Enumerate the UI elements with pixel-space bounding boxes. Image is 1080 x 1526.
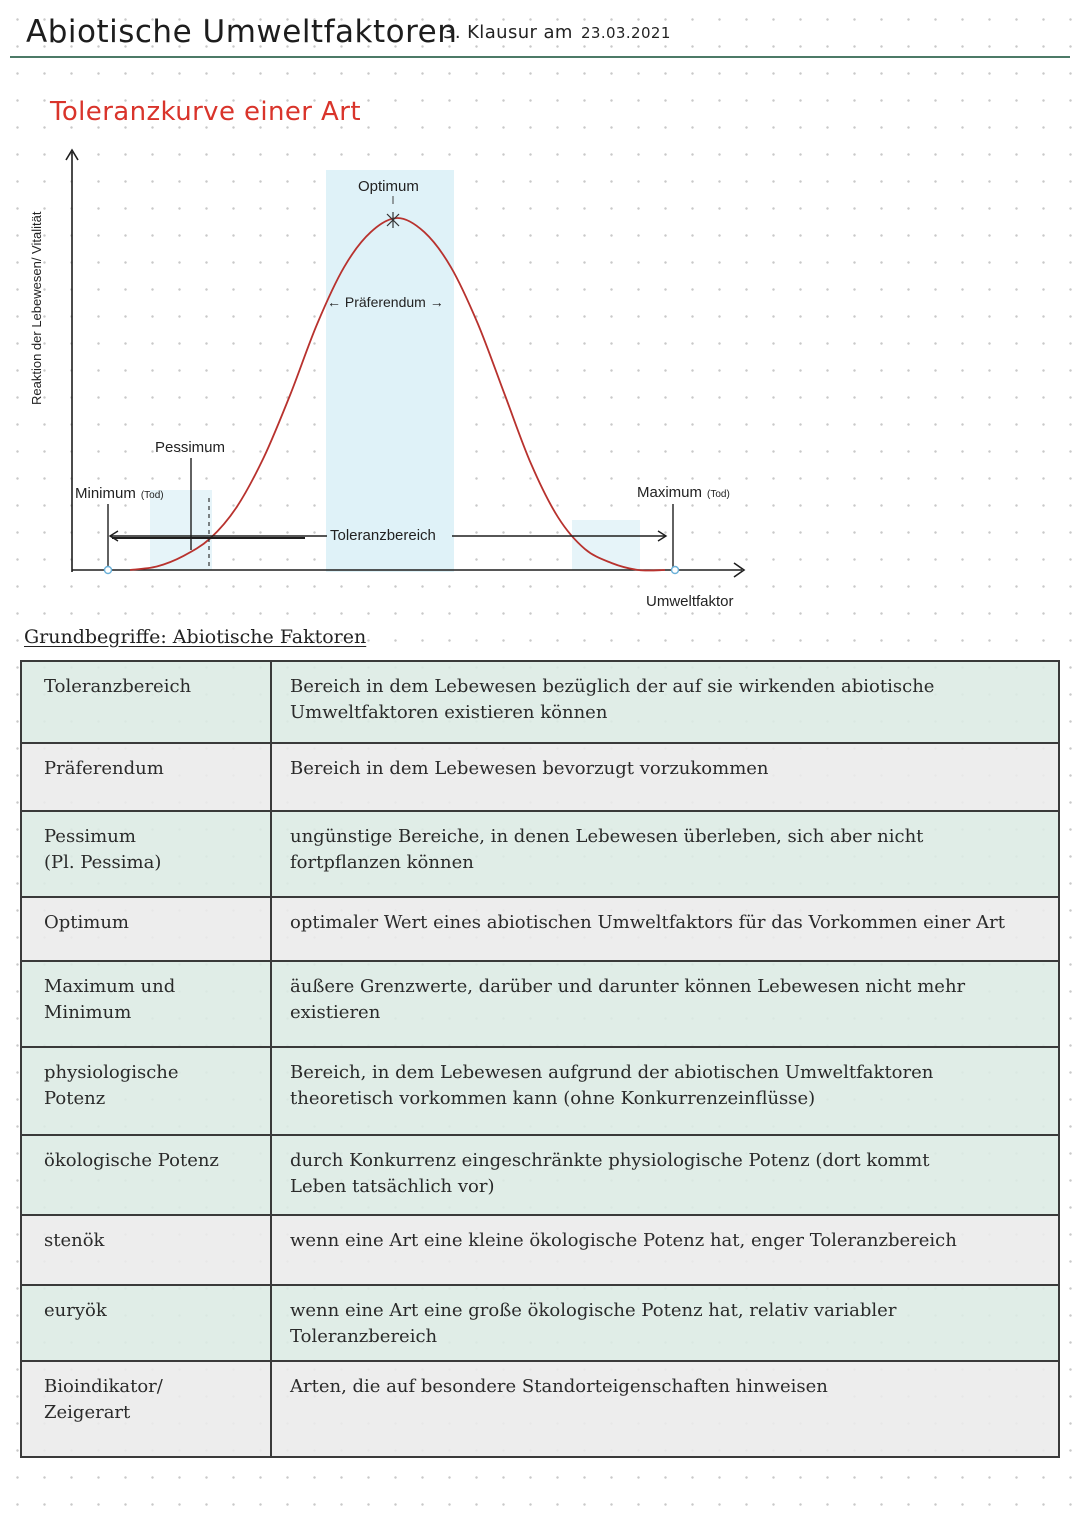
term-definition (271, 1285, 1059, 1361)
header-rule (10, 56, 1070, 58)
term-name (21, 661, 271, 743)
term-definition-line: wenn eine Art eine kleine ökologische Potenz hat, enger Toleranzbereich (290, 1230, 957, 1251)
term-row (21, 961, 1059, 1047)
exam-info (443, 22, 671, 43)
terms-table (20, 660, 1060, 1458)
term-name (21, 897, 271, 961)
praeferendum-label: ← Präferendum → (327, 294, 444, 310)
toleranzbereich-label: Toleranzbereich (330, 527, 436, 544)
term-definition-line: Bereich, in dem Lebewesen aufgrund der abiotischen Umweltfaktoren (290, 1062, 934, 1083)
term-definition-line: theoretisch vorkommen kann (ohne Konkurrenzeinflüsse) (290, 1088, 816, 1109)
term-row (21, 1047, 1059, 1135)
term-definition (271, 661, 1059, 743)
page-title: Abiotische Umweltfaktoren (26, 14, 458, 50)
term-name-line: stenök (44, 1230, 105, 1251)
exam-label: 3. Klausur am (443, 22, 573, 43)
term-row (21, 811, 1059, 897)
y-axis-label: Reaktion der Lebewesen/ Vitalität (29, 211, 44, 405)
term-row (21, 743, 1059, 811)
praeferendum-highlight (326, 170, 454, 572)
minimum-marker (105, 567, 112, 574)
term-definition (271, 811, 1059, 897)
terms-table-body (21, 661, 1059, 1457)
term-row (21, 1135, 1059, 1215)
term-name-line: euryök (44, 1300, 107, 1321)
term-name (21, 1361, 271, 1457)
term-name (21, 1047, 271, 1135)
term-name (21, 743, 271, 811)
term-definition-line: Umweltfaktoren existieren können (290, 702, 608, 723)
term-name (21, 811, 271, 897)
term-name-line: physiologische (44, 1062, 179, 1083)
term-name-line: Minimum (44, 1002, 132, 1023)
tolerance-chart (0, 130, 800, 620)
term-definition-line: optimaler Wert eines abiotischen Umweltfaktors für das Vorkommen einer Art (290, 912, 1005, 933)
maximum-label: Maximum (Tod) (637, 484, 730, 501)
term-row (21, 1285, 1059, 1361)
term-name-line: Zeigerart (44, 1402, 131, 1423)
optimum-label: Optimum (358, 178, 419, 195)
term-name-line: Präferendum (44, 758, 164, 779)
term-definition (271, 1215, 1059, 1285)
term-definition-line: äußere Grenzwerte, darüber und darunter können Lebewesen nicht mehr (290, 976, 966, 997)
term-definition-line: Toleranzbereich (290, 1326, 438, 1347)
term-name-line: ökologische Potenz (44, 1150, 219, 1171)
term-definition (271, 897, 1059, 961)
term-definition-line: Arten, die auf besondere Standorteigenschaften hinweisen (290, 1376, 828, 1397)
term-definition (271, 1047, 1059, 1135)
term-definition (271, 1361, 1059, 1457)
term-name-line: Optimum (44, 912, 129, 933)
term-row (21, 1361, 1059, 1457)
term-definition-line: Leben tatsächlich vor) (290, 1176, 495, 1197)
term-name-line: Maximum und (44, 976, 176, 997)
term-definition-line: Bereich in dem Lebewesen bevorzugt vorzukommen (290, 758, 769, 779)
pessimum-right-highlight (572, 520, 640, 570)
x-axis-label: Umweltfaktor (646, 593, 734, 610)
term-name (21, 961, 271, 1047)
term-name-line: Potenz (44, 1088, 106, 1109)
term-name-line: Bioindikator/ (44, 1376, 163, 1397)
minimum-label: Minimum (Tod) (75, 485, 164, 502)
term-name (21, 1215, 271, 1285)
term-definition-line: fortpflanzen können (290, 852, 474, 873)
term-definition-line: existieren (290, 1002, 381, 1023)
term-name (21, 1135, 271, 1215)
term-definition-line: ungünstige Bereiche, in denen Lebewesen überleben, sich aber nicht (290, 826, 924, 847)
section-title: Grundbegriffe: Abiotische Faktoren (24, 626, 367, 648)
term-definition-line: wenn eine Art eine große ökologische Potenz hat, relativ variabler (290, 1300, 897, 1321)
term-definition-line: durch Konkurrenz eingeschränkte physiologische Potenz (dort kommt (290, 1150, 930, 1171)
term-definition-line: Bereich in dem Lebewesen bezüglich der auf sie wirkenden abiotische (290, 676, 935, 697)
pessimum-label: Pessimum (155, 439, 226, 456)
term-row (21, 1215, 1059, 1285)
maximum-marker (672, 567, 679, 574)
term-name-line: Toleranzbereich (44, 676, 192, 697)
term-name (21, 1285, 271, 1361)
chart-title: Toleranzkurve einer Art (50, 97, 361, 127)
term-definition (271, 961, 1059, 1047)
term-definition (271, 743, 1059, 811)
term-name-line: (Pl. Pessima) (44, 852, 162, 873)
term-row (21, 897, 1059, 961)
term-name-line: Pessimum (44, 826, 136, 847)
exam-date: 23.03.2021 (580, 24, 671, 42)
term-definition (271, 1135, 1059, 1215)
term-row (21, 661, 1059, 743)
